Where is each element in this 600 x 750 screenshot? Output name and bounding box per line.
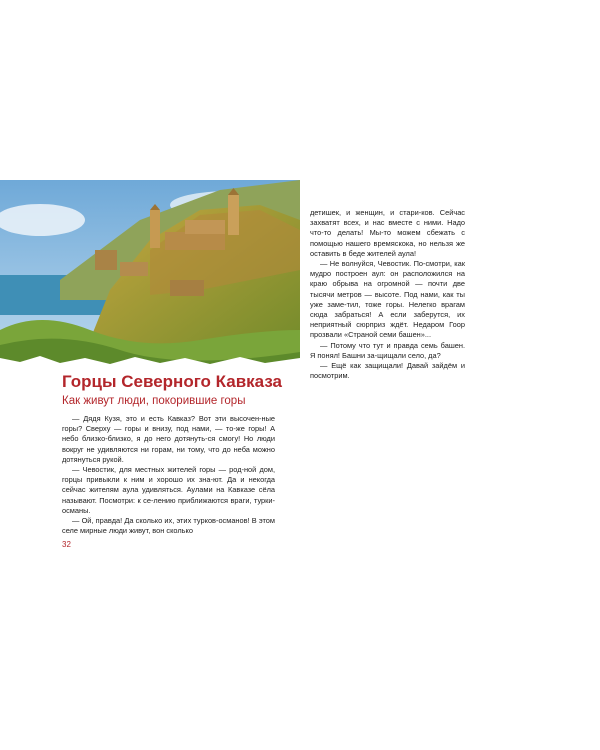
right-text-block bbox=[310, 208, 465, 381]
paragraph: — Ой, правда! Да сколько их, этих турков-османов! В этом селе мирные люди живут, вон сколько bbox=[62, 516, 275, 536]
paragraph: — Дядя Кузя, это и есть Кавказ? Вот эти высочен-ные горы? Сверху — горы и внизу, под нами, — то-же горы! А небо близко-близко, я до него дотянуть-ся смогу! Но люди вокруг не удивляются ни горам, ни тому, что до неба можно дотянуться рукой. bbox=[62, 414, 275, 464]
chapter-subtitle: Как живут люди, покорившие горы bbox=[62, 395, 246, 407]
left-page bbox=[0, 180, 300, 570]
right-page bbox=[300, 180, 600, 570]
paragraph: детишек, и женщин, и стари-ков. Сейчас захватят всех, и нас вместе с ними. Надо что-то делать! Мы-то можем сбежать с помощью нашего времяскока, но нельзя же оставить в беде жителей аула! bbox=[310, 208, 465, 258]
mountain-village-illustration bbox=[0, 180, 300, 365]
paragraph: — Чевостик, для местных жителей горы — род-ной дом, горцы привыкли к ним и хорошо их зна-ют. Да и некогда сейчас жителям аула удивляться. Аулами на Кавказе сёла называют. Посмотри: к се-лению приближаются враги, турки-османы. bbox=[62, 465, 275, 515]
book-spread bbox=[0, 180, 600, 570]
left-text-block bbox=[62, 414, 275, 536]
paragraph: — Ещё как защищали! Давай зайдём и посмотрим. bbox=[310, 361, 465, 381]
paragraph: — Не волнуйся, Чевостик. По-смотри, как мудро построен аул: он расположился на краю обрыва на огромной — почти две тысячи метров — высоте. Под нами, как ты уже заме-тил, тоже горы. Нелегко врагам сюда забраться! А если заберутся, их неприятный сюрприз ждёт. Недаром Гоор прозвали «Страной семи башен»... bbox=[310, 259, 465, 340]
page-number: 32 bbox=[62, 540, 71, 549]
paragraph: — Потому что тут и правда семь башен. Я понял! Башни за-щищали село, да? bbox=[310, 340, 465, 360]
chapter-title: Горцы Северного Кавказа bbox=[62, 372, 283, 391]
